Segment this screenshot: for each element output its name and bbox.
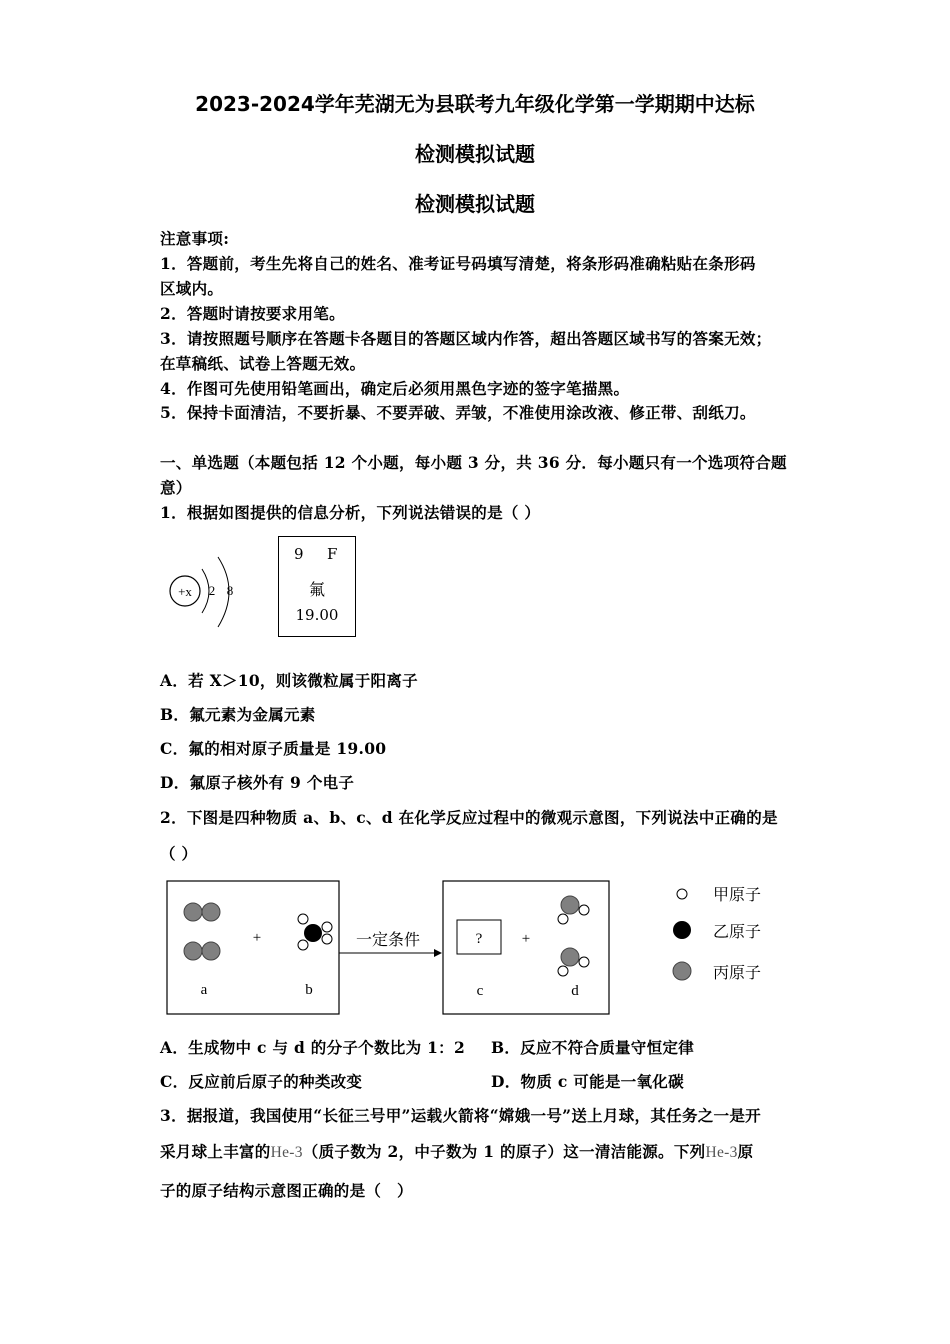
shell2-count: 8 [226,583,234,598]
q3-text: 原 [737,1142,754,1161]
plus-sign: + [521,931,531,947]
atomic-mass: 19.00 [295,606,339,624]
atom-jia [558,914,568,924]
atom-jia [322,922,332,932]
notice-item: 2．答题时请按要求用笔。 [160,304,345,323]
atom-jia [558,966,568,976]
element-card [278,536,356,637]
q2-stem: 2．下图是四种物质 a、b、c、d 在化学反应过程中的微观示意图，下列说法中正确的是 [160,808,778,827]
q3-stem-line-2 [160,1140,753,1162]
atom-jia [298,914,308,924]
q1-stem: 1．根据如图提供的信息分析，下列说法错误的是（ ） [160,503,541,522]
atom-yi [304,924,322,942]
notice-heading: 注意事项: [160,229,230,248]
legend-jia-marker [677,889,687,899]
q1-option-d: D．氟原子核外有 9 个电子 [160,773,355,792]
atom-jia [322,934,332,944]
q3-text: （质子数为 2，中子数为 1 的原子）这一清洁能源。下列 [302,1142,706,1161]
atom-jia [579,905,589,915]
q1-option-a: A．若 X＞10，则该微粒属于阳离子 [160,671,418,690]
reaction-condition: 一定条件 [355,930,421,949]
label-a: a [200,982,208,998]
plus-sign: + [252,930,262,946]
notice-item: 5．保持卡面清洁，不要折暴、不要弄破、弄皱，不准使用涂改液、修正带、刮纸刀。 [160,403,756,422]
atom-bing [561,896,579,914]
legend-yi-label: 乙原子 [713,922,762,941]
atom-bing [202,942,220,960]
he3-label: He-3 [705,1144,738,1161]
atom-jia [298,940,308,950]
q2-option-a: A．生成物中 c 与 d 的分子个数比为 1：2 [160,1038,466,1057]
label-d: d [571,983,579,999]
legend-yi-marker [673,921,691,939]
legend-jia-label: 甲原子 [713,885,762,904]
label-c: c [476,983,484,999]
atom-bing [202,903,220,921]
shell1-count: 2 [208,583,216,598]
notice-item: 在草稿纸、试卷上答题无效。 [160,354,366,373]
section-heading: 一、单选题（本题包括 12 个小题，每小题 3 分，共 36 分．每小题只有一个选项符合题 [160,453,787,472]
atomic-number: 9 [294,545,304,563]
legend-bing-marker [673,962,691,980]
q3-stem-line-1: 3．据报道，我国使用“长征三号甲”运载火箭将“嫦娥一号”送上月球，其任务之一是开 [160,1106,761,1125]
q2-reaction-diagram [160,875,800,1020]
section-heading-cont: 意） [160,478,192,497]
notice-item: 3．请按照题号顺序在答题卡各题目的答题区域内作答，超出答题区域书写的答案无效； [160,329,772,348]
legend-bing-label: 丙原子 [713,963,762,982]
q2-option-b: B．反应不符合质量守恒定律 [491,1038,695,1057]
he3-label: He-3 [270,1144,303,1161]
q3-text: 采月球上丰富的 [160,1142,271,1161]
atom-bing [184,903,202,921]
label-b: b [305,982,313,998]
unknown-mark: ? [475,931,483,947]
q1-option-c: C．氟的相对原子质量是 19.00 [160,739,387,758]
atom-bing [561,948,579,966]
products-box [443,881,609,1014]
element-symbol: F [327,545,338,563]
notice-item: 4．作图可先使用铅笔画出，确定后必须用黑色字迹的签字笔描黑。 [160,379,630,398]
title-line-3: 检测模拟试题 [415,192,535,216]
element-name: 氟 [308,580,325,599]
nucleus-label: +x [178,584,192,599]
q2-option-c: C．反应前后原子的种类改变 [160,1072,363,1091]
notice-item: 1．答题前，考生先将自己的姓名、准考证号码填写清楚，将条形码准确粘贴在条形码 [160,254,756,273]
q1-option-b: B．氟元素为金属元素 [160,705,316,724]
title-line-2: 检测模拟试题 [415,142,535,166]
q2-option-d: D．物质 c 可能是一氧化碳 [491,1072,684,1091]
atom-bing [184,942,202,960]
notice-item: 区域内。 [160,279,224,298]
q2-stem-cont: （ ） [160,844,198,863]
atom-jia [579,957,589,967]
title-line-1: 2023-2024学年芜湖无为县联考九年级化学第一学期期中达标 [195,92,755,116]
q3-stem-line-3: 子的原子结构示意图正确的是（ ） [160,1181,413,1200]
q1-atom-diagram [162,545,257,640]
